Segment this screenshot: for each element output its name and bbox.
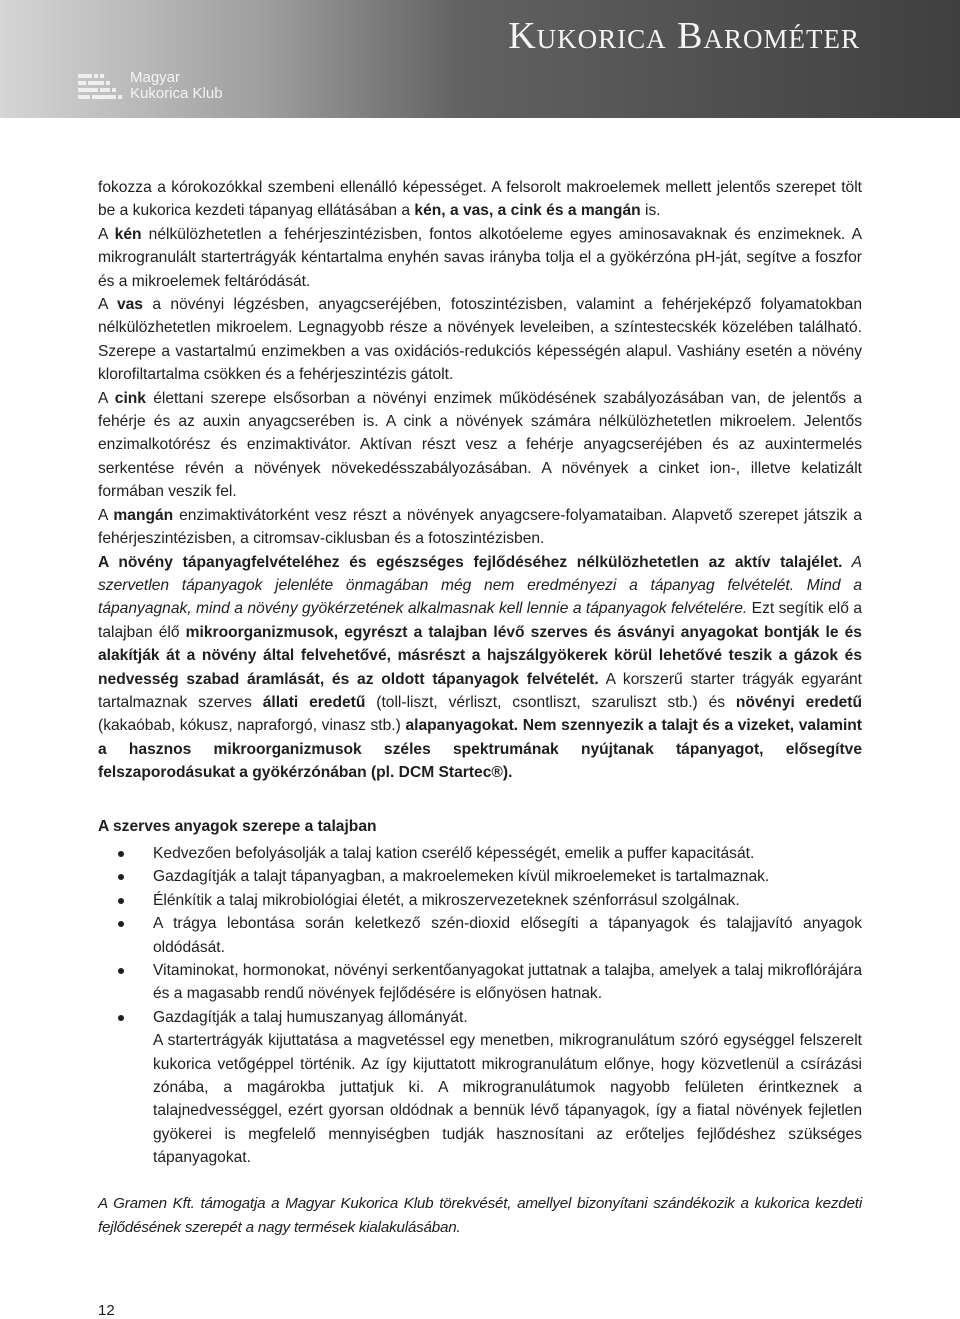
bold-elements: kén, a vas, a cink és a mangán — [414, 202, 641, 220]
italic-nutrients: A szervetlen tápanyagok jelenléte önmagában még nem eredményezi a tápanyag felvételét. Mind a tápanyagnak, mind a növény gyökérzetének alkalmasnak kell lennie a tápanyagok felvételére. — [98, 553, 863, 618]
list-item: Gazdagítják a talajt tápanyagban, a makroelemeken kívül mikroelemeket is tartalmaznak. — [98, 865, 862, 888]
organic-matter-list — [98, 842, 862, 1029]
section-heading: A szerves anyagok szerepe a talajban — [98, 817, 377, 835]
bullet-icon — [118, 874, 124, 880]
logo-bars-icon — [78, 72, 124, 104]
logo-text — [130, 70, 223, 102]
page-header — [0, 0, 960, 118]
bold-zinc: cink — [114, 389, 146, 407]
bold-soil-life: A növény tápanyagfelvételéhez és egészséges fejlődéséhez nélkülözhetetlen az aktív talajélet. — [98, 553, 843, 571]
paragraph-starter-application: A startertrágyák kijuttatása a magvetéssel egy menetben, mikrogranulátum szóró egységgel felszerelt kukorica vetőgéppel történik. Az így kijuttatott mikrogranulátum előnye, hogy közvetlenül a csírázási zónába, a magárokba juttatjuk ki. A mikrogranulátumok nagyobb felületen érintkeznek a talajnedvességgel, ezért gyorsan oldódnak a bennük lévő tápanyagok, így a fiatal növények fejletlen gyökerei is megfelelő mennyiségben tudják hasznosítani az erőteljes fejlődéshez szükséges tápanyagokat. — [153, 1032, 862, 1167]
list-item: Vitaminokat, hormonokat, növényi serkentőanyagokat juttatnak a talajba, amelyek a talaj mikroflórájára és a magasabb rendű növények fejlődésére is előnyösen hatnak. — [98, 959, 862, 1006]
article-body — [98, 176, 862, 1240]
list-item: A trágya lebontása során keletkező szén-dioxid elősegíti a tápanyagok és talajjavító anyagok oldódását. — [98, 912, 862, 959]
bold-animal-origin: állati eredetű — [262, 693, 366, 711]
paragraph-macroelements: fokozza a kórokozókkal szembeni ellenálló képességet. A felsorolt makroelemek mellett jelentős szerepet tölt be a kukorica kezdeti tápanyag ellátásában a kén, a vas, a cink és a mangán is. — [98, 179, 862, 220]
paragraph-manganese: A mangán enzimaktivátorként vesz részt a növények anyagcsere-folyamataiban. Alapvető szerepet játszik a fehérjeszintézisben, a citromsav-ciklusban és a fotoszintézisben. — [98, 506, 862, 548]
bold-sulfur: kén — [114, 225, 142, 243]
bullet-icon — [118, 921, 124, 927]
bold-iron: vas — [116, 296, 143, 314]
bold-raw-materials: alapanyagokat. Nem szennyezik a talajt és a vizeket, valamint a hasznos mikroorganizmusok széles spektrumának nyújtanak tápanyagot, elősegítve felszaporodásukat a gyökérzónában (pl. DCM Startec®). — [98, 717, 862, 782]
list-item: Élénkítik a talaj mikrobiológiai életét, a mikroszervezeteknek szénforrásul szolgálnak. — [98, 889, 862, 912]
bullet-icon — [118, 968, 124, 974]
logo-line-2: Kukorica Klub — [130, 85, 223, 102]
bullet-icon — [118, 851, 124, 857]
bold-manganese: mangán — [113, 506, 174, 524]
logo-line-1: Magyar — [130, 69, 181, 86]
bold-microorganisms: mikroorganizmusok, egyrészt a talajban lévő szerves és ásványi anyagokat bontják le és alakítják át a növény által felvehetővé, másrészt a hajszálgyökerek körül lehetővé teszik a gázok és nedvesség szabad áramlását, és az oldott tápanyagok felvételét. — [98, 623, 862, 688]
paragraph-soil-life: A növény tápanyagfelvételéhez és egészséges fejlődéséhez nélkülözhetetlen az aktív talajélet. A szervetlen tápanyagok jelenléte önmagában még nem eredményezi a tápanyag felvételét. Mind a tápanyagnak, mind a növény gyökérzetének alkalmasnak kell lennie a tápanyagok felvételére. Ezt segítik elő a talajban élő mikroorganizmusok, egyrészt a talajban lévő szerves és ásványi anyagokat bontják le és alakítják át a növény által felvehetővé, másrészt a hajszálgyökerek körül lehetővé teszik a gázok és nedvesség szabad áramlását, és az oldott tápanyagok felvételét. A korszerű starter trágyák egyaránt tartalmaznak szerves állati eredetű (toll-liszt, vérliszt, csontliszt, szaruliszt stb.) és növényi eredetű (kakaóbab, kókusz, napraforgó, vinasz stb.) alapanyagokat. Nem szennyezik a talajt és a vizeket, valamint a hasznos mikroorganizmusok széles spektrumának nyújtanak tápanyagot, elősegítve felszaporodásukat a gyökérzónában (pl. DCM Startec®). — [98, 553, 863, 782]
bold-plant-origin: növényi eredetű — [735, 693, 863, 711]
list-item: Kedvezően befolyásolják a talaj kation cserélő képességét, emelik a puffer kapacitását. — [98, 842, 862, 865]
bullet-icon — [118, 1015, 124, 1021]
paragraph-iron: A vas a növényi légzésben, anyagcseréjében, fotoszintézisben, valamint a fehérjeképző folyamatokban nélkülözhetetlen mikroelem. Legnagyobb része a növények leveleiben, a színtestecskék közelében található. Szerepe a vastartalmú enzimekben a vas oxidációs-redukciós képességén alapul. Vashiány esetén a növény klorofiltartalma csökken és a fehérjeszintézis gátolt. — [98, 296, 863, 384]
paragraph-sulfur: A kén nélkülözhetetlen a fehérjeszintézisben, fontos alkotóeleme egyes aminosavaknak és enzimeknek. A mikrogranulált startertrágyák kéntartalma enyhén savas irányba tolja el a gyökérzóna pH-ját, segítve a foszfor és a mikroelemek feltáródását. — [98, 225, 862, 290]
paragraph-zinc: A cink élettani szerepe elsősorban a növényi enzimek működésének szabályozásában van, de jelentős a fehérje és az auxin anyagcserében is. A cink a növények számára nélkülözhetetlen mikroelem. Jelentős enzimalkotórész és enzimaktivátor. Aktívan részt vesz a fehérje anyagcseréjében és az auxintermelés serkentése révén a növények növekedésszabályozásában. A növények a cinket ion-, illetve kelatizált formában veszik fel. — [98, 389, 862, 501]
publication-title: Kukorica Barométer — [508, 15, 860, 57]
sponsor-note: A Gramen Kft. támogatja a Magyar Kukorica Klub törekvését, amellyel bizonyítani szándékozik a kukorica kezdeti fejlődésének szerepét a nagy termések kialakulásában. — [98, 1194, 862, 1236]
page-number: 12 — [98, 1302, 115, 1319]
bullet-icon — [118, 898, 124, 904]
list-item: Gazdagítják a talaj humuszanyag állományát. — [98, 1006, 862, 1029]
